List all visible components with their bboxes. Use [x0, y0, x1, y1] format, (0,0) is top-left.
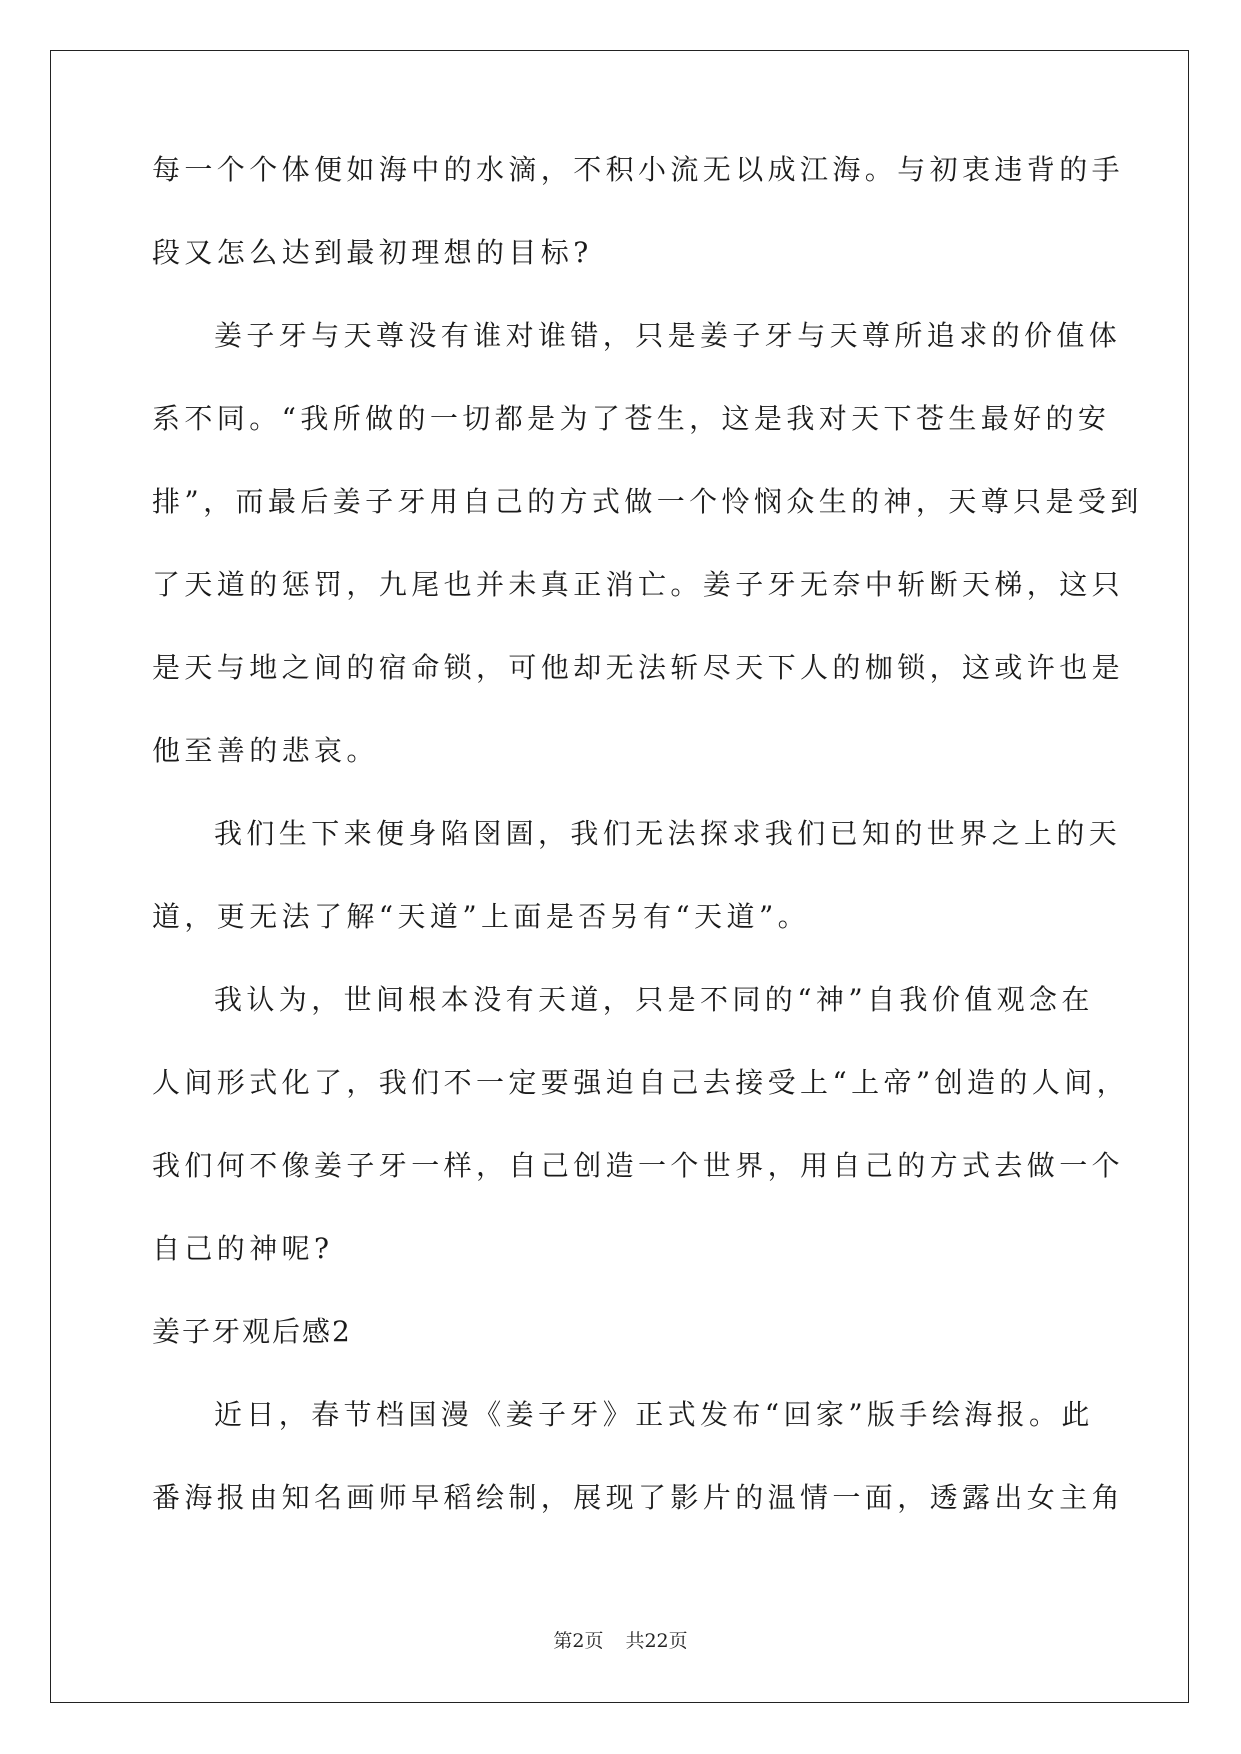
- paragraph-line: 我们何不像姜子牙一样，自己创造一个世界，用自己的方式去做一个: [152, 1149, 1125, 1182]
- page-footer: [0, 1626, 1241, 1653]
- paragraph-line: 人间形式化了，我们不一定要强迫自己去接受上“上帝”创造的人间，: [152, 1066, 1130, 1099]
- paragraph-line: 番海报由知名画师早稻绘制，展现了影片的温情一面，透露出女主角: [152, 1481, 1125, 1514]
- paragraph-line: 道，更无法了解“天道”上面是否另有“天道”。: [152, 900, 811, 933]
- paragraph-line: 姜子牙与天尊没有谁对谁错，只是姜子牙与天尊所追求的价值体: [214, 319, 1122, 352]
- section-heading: 姜子牙观后感2: [152, 1315, 352, 1348]
- paragraph-line: 他至善的悲哀。: [152, 734, 379, 767]
- paragraph-line: 近日，春节档国漫《姜子牙》正式发布“回家”版手绘海报。此: [214, 1398, 1094, 1431]
- paragraph-line: 每一个个体便如海中的水滴，不积小流无以成江海。与初衷违背的手: [152, 153, 1125, 186]
- paragraph-line: 了天道的惩罚，九尾也并未真正消亡。姜子牙无奈中斩断天梯，这只: [152, 568, 1125, 601]
- paragraph-line: 自己的神呢?: [152, 1232, 334, 1265]
- paragraph-line: 我认为，世间根本没有天道，只是不同的“神”自我价值观念在: [214, 983, 1094, 1016]
- paragraph-line: 是天与地之间的宿命锁，可他却无法斩尽天下人的枷锁，这或许也是: [152, 651, 1125, 684]
- page-number: 第2页: [553, 1630, 604, 1652]
- page-total: 共22页: [625, 1630, 688, 1652]
- paragraph-line: 我们生下来便身陷囹圄，我们无法探求我们已知的世界之上的天: [214, 817, 1122, 850]
- document-body: [152, 153, 1143, 1539]
- paragraph-line: 段又怎么达到最初理想的目标?: [152, 236, 593, 269]
- paragraph-line: 系不同。“我所做的一切都是为了苍生，这是我对天下苍生最好的安: [152, 402, 1111, 435]
- paragraph-line: 排”，而最后姜子牙用自己的方式做一个怜悯众生的神，天尊只是受到: [152, 485, 1143, 518]
